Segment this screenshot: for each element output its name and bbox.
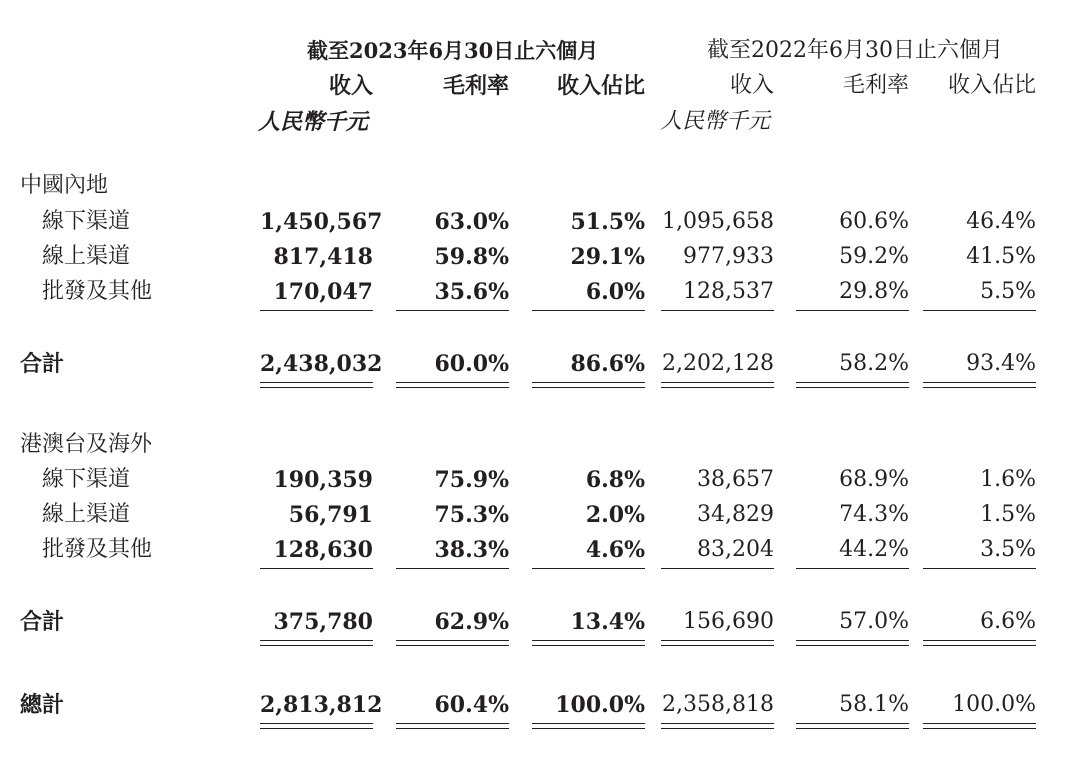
- table-rule: [796, 645, 909, 646]
- cell-share-2022: 3.5%: [980, 537, 1036, 562]
- table-rule: [661, 387, 774, 388]
- table-rule: [396, 382, 509, 383]
- cell-margin-2023: 35.6%: [434, 279, 509, 305]
- table-rule: [532, 640, 645, 641]
- cell-revenue-2023: 56,791: [288, 502, 373, 528]
- cell-share-2023: 4.6%: [585, 537, 645, 563]
- cell-margin-2023: 59.8%: [434, 244, 509, 270]
- cell-margin-2022: 60.6%: [839, 209, 909, 234]
- cell-margin-2023: 75.9%: [434, 467, 509, 493]
- table-rule: [923, 382, 1036, 383]
- table-rule: [796, 382, 909, 383]
- cell-margin-2023: 63.0%: [434, 209, 509, 235]
- cell-margin-2022: 29.8%: [839, 279, 909, 304]
- cell-revenue-2022: 34,829: [697, 502, 774, 527]
- table-rule: [532, 723, 645, 724]
- table-rule: [532, 568, 645, 569]
- row-label: 線下渠道: [42, 467, 131, 492]
- table-rule: [260, 645, 373, 646]
- col-header-share-2022: 收入佔比: [947, 73, 1036, 98]
- cell-margin-2022: 59.2%: [839, 244, 909, 269]
- table-rule: [260, 723, 373, 724]
- cell-share-2022: 1.6%: [980, 467, 1036, 492]
- table-rule: [661, 382, 774, 383]
- section-title: 中國內地: [20, 173, 109, 198]
- cell-share-2023: 6.8%: [585, 467, 645, 493]
- table-rule: [661, 645, 774, 646]
- subtotal-share-2023: 86.6%: [570, 351, 645, 377]
- cell-revenue-2022: 128,537: [683, 279, 774, 304]
- table-rule: [923, 568, 1036, 569]
- cell-revenue-2022: 977,933: [683, 244, 774, 269]
- row-label: 批發及其他: [42, 279, 153, 304]
- table-rule: [661, 310, 774, 311]
- grand-total-revenue-2023: 2,813,812: [260, 692, 383, 718]
- cell-share-2022: 46.4%: [966, 209, 1036, 234]
- table-rule: [661, 568, 774, 569]
- grand-total-label: 總計: [20, 692, 65, 718]
- table-rule: [796, 568, 909, 569]
- table-rule: [260, 387, 373, 388]
- grand-total-margin-2022: 58.1%: [839, 692, 909, 717]
- cell-margin-2023: 38.3%: [434, 537, 509, 563]
- grand-total-revenue-2022: 2,358,818: [662, 692, 774, 717]
- subtotal-revenue-2023: 375,780: [273, 609, 373, 635]
- col-header-margin-2023: 毛利率: [442, 73, 509, 99]
- row-label: 線上渠道: [42, 244, 131, 269]
- unit-label-2022: 人民幣千元: [660, 109, 771, 134]
- subtotal-revenue-2023: 2,438,032: [260, 351, 383, 377]
- col-header-revenue-2023: 收入: [328, 73, 373, 99]
- cell-share-2023: 2.0%: [585, 502, 645, 528]
- cell-revenue-2022: 38,657: [697, 467, 774, 492]
- table-rule: [796, 387, 909, 388]
- cell-revenue-2023: 170,047: [273, 279, 373, 305]
- table-rule: [532, 645, 645, 646]
- table-rule: [260, 382, 373, 383]
- table-rule: [796, 310, 909, 311]
- table-rule: [532, 728, 645, 729]
- table-rule: [661, 723, 774, 724]
- col-header-revenue-2022: 收入: [729, 73, 774, 98]
- table-rule: [396, 568, 509, 569]
- cell-revenue-2023: 190,359: [273, 467, 373, 493]
- row-label: 線上渠道: [42, 502, 131, 527]
- table-rule: [923, 310, 1036, 311]
- table-rule: [923, 723, 1036, 724]
- cell-revenue-2023: 1,450,567: [260, 209, 383, 235]
- table-rule: [260, 568, 373, 569]
- cell-margin-2022: 68.9%: [839, 467, 909, 492]
- cell-share-2023: 29.1%: [570, 244, 645, 270]
- grand-total-share-2022: 100.0%: [952, 692, 1036, 717]
- table-rule: [532, 310, 645, 311]
- unit-label-2023: 人民幣千元: [258, 109, 369, 135]
- table-rule: [396, 723, 509, 724]
- table-rule: [396, 645, 509, 646]
- cell-share-2023: 51.5%: [570, 209, 645, 235]
- table-rule: [661, 640, 774, 641]
- table-rule: [396, 640, 509, 641]
- row-label: 批發及其他: [42, 537, 153, 562]
- subtotal-margin-2022: 58.2%: [839, 351, 909, 376]
- table-rule: [923, 728, 1036, 729]
- subtotal-margin-2022: 57.0%: [839, 609, 909, 634]
- table-rule: [796, 723, 909, 724]
- period-2022-heading: 截至2022年6月30日止六個月: [707, 38, 1003, 63]
- table-rule: [661, 728, 774, 729]
- period-2023-heading: 截至2023年6月30日止六個月: [307, 38, 599, 63]
- table-rule: [923, 640, 1036, 641]
- subtotal-label: 合計: [20, 351, 65, 377]
- cell-revenue-2023: 128,630: [273, 537, 373, 563]
- table-rule: [796, 728, 909, 729]
- table-rule: [532, 387, 645, 388]
- section-title: 港澳台及海外: [20, 432, 153, 457]
- row-label: 線下渠道: [42, 209, 131, 234]
- cell-margin-2023: 75.3%: [434, 502, 509, 528]
- cell-share-2023: 6.0%: [585, 279, 645, 305]
- col-header-share-2023: 收入佔比: [556, 73, 645, 99]
- table-rule: [923, 387, 1036, 388]
- cell-margin-2022: 74.3%: [839, 502, 909, 527]
- subtotal-revenue-2022: 2,202,128: [662, 351, 774, 376]
- subtotal-share-2023: 13.4%: [570, 609, 645, 635]
- table-rule: [532, 382, 645, 383]
- col-header-margin-2022: 毛利率: [842, 73, 909, 98]
- table-rule: [796, 640, 909, 641]
- cell-revenue-2022: 1,095,658: [662, 209, 774, 234]
- cell-revenue-2023: 817,418: [273, 244, 373, 270]
- grand-total-share-2023: 100.0%: [555, 692, 645, 718]
- table-rule: [396, 728, 509, 729]
- subtotal-label: 合計: [20, 609, 65, 635]
- table-rule: [396, 387, 509, 388]
- cell-share-2022: 5.5%: [980, 279, 1036, 304]
- table-rule: [396, 310, 509, 311]
- subtotal-margin-2023: 62.9%: [434, 609, 509, 635]
- cell-share-2022: 41.5%: [966, 244, 1036, 269]
- table-rule: [260, 640, 373, 641]
- cell-revenue-2022: 83,204: [697, 537, 774, 562]
- cell-share-2022: 1.5%: [980, 502, 1036, 527]
- table-rule: [923, 645, 1036, 646]
- subtotal-share-2022: 93.4%: [966, 351, 1036, 376]
- table-rule: [260, 728, 373, 729]
- subtotal-share-2022: 6.6%: [980, 609, 1036, 634]
- grand-total-margin-2023: 60.4%: [434, 692, 509, 718]
- table-rule: [260, 310, 373, 311]
- subtotal-margin-2023: 60.0%: [434, 351, 509, 377]
- cell-margin-2022: 44.2%: [839, 537, 909, 562]
- subtotal-revenue-2022: 156,690: [683, 609, 774, 634]
